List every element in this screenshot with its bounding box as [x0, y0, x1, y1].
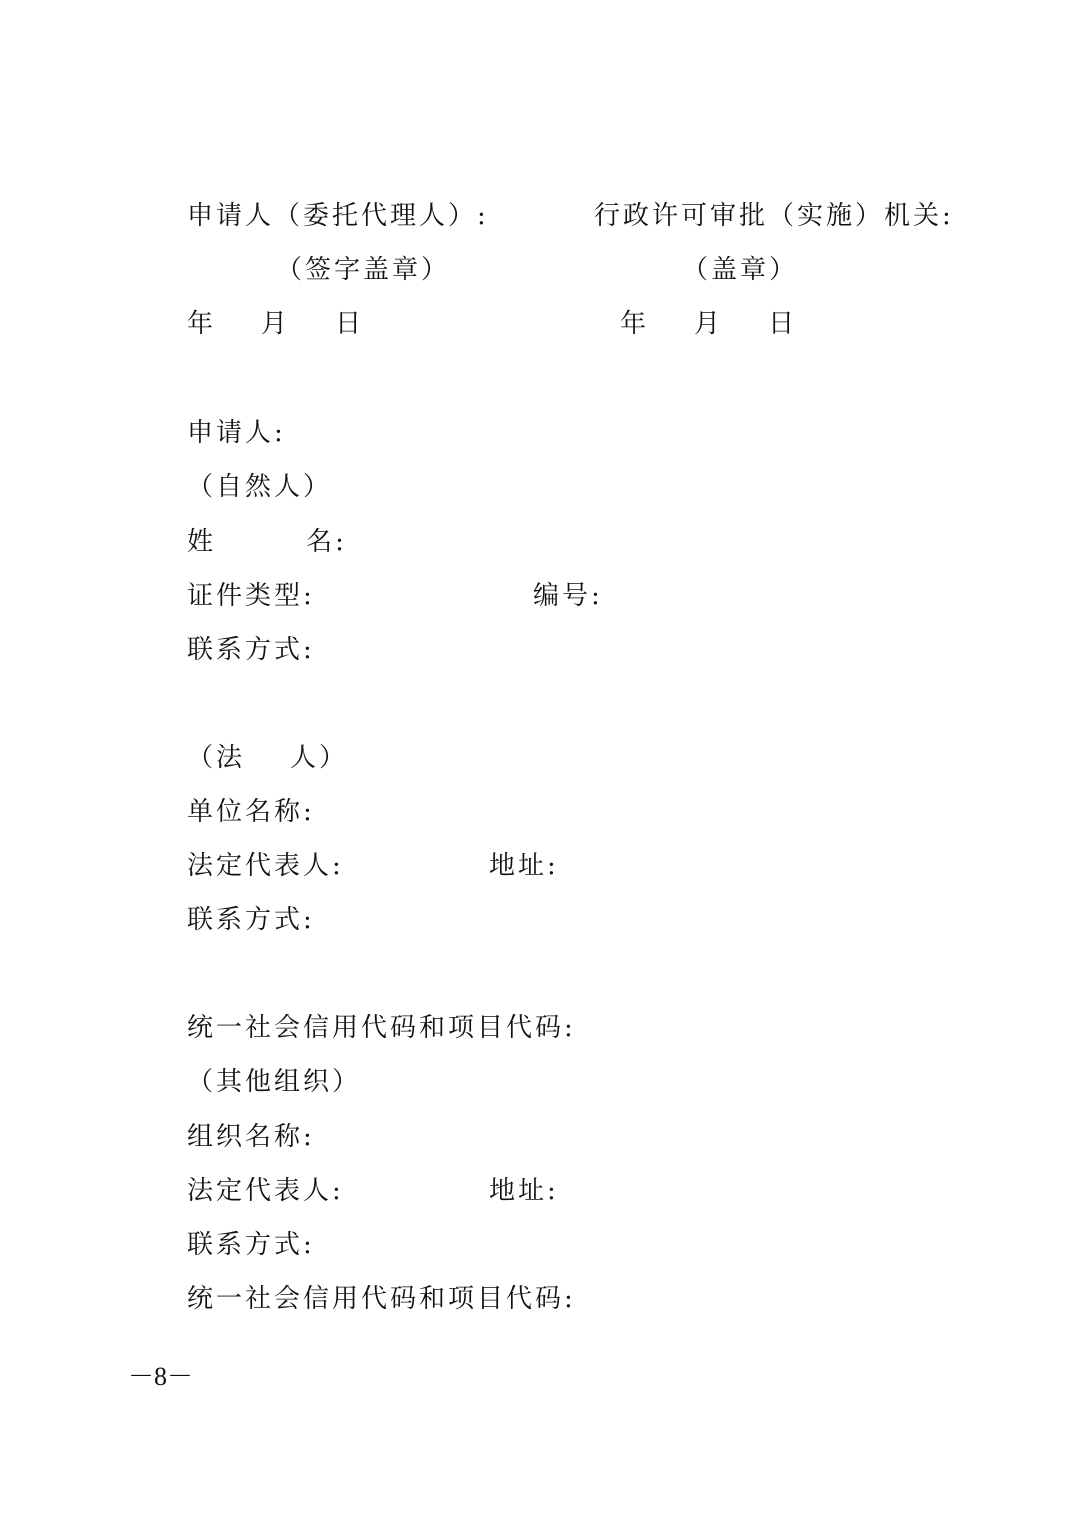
legal-credit-code-field-label: 统一社会信用代码和项目代码: — [187, 1013, 576, 1043]
unit-name-field-label: 单位名称: — [187, 797, 315, 827]
authority-label: 行政许可审批（实施）机关: — [594, 201, 954, 231]
page-number: －8－ — [128, 1362, 194, 1391]
org-contact-field-label: 联系方式: — [187, 1230, 315, 1260]
other-org-heading: （其他组织） — [187, 1067, 362, 1097]
natural-person-heading: （自然人） — [187, 472, 333, 502]
id-number-field-label: 编号: — [533, 581, 603, 611]
applicant-heading: 申请人: — [187, 418, 286, 448]
org-legal-rep-field-label: 法定代表人: — [187, 1176, 344, 1206]
org-credit-code-field-label: 统一社会信用代码和项目代码: — [187, 1284, 576, 1314]
legal-person-heading: （法 人） — [187, 743, 349, 773]
authority-date: 年 月 日 — [620, 309, 798, 339]
natural-contact-field-label: 联系方式: — [187, 635, 315, 665]
applicant-date: 年 月 日 — [187, 309, 365, 339]
legal-address-field-label: 地址: — [489, 851, 559, 881]
org-name-field-label: 组织名称: — [187, 1122, 315, 1152]
org-address-field-label: 地址: — [489, 1176, 559, 1206]
applicant-sign-note: （签字盖章） — [276, 255, 451, 285]
authority-seal-note: （盖章） — [682, 255, 799, 285]
legal-contact-field-label: 联系方式: — [187, 905, 315, 935]
applicant-agent-label: 申请人（委托代理人）: — [187, 201, 489, 231]
id-type-field-label: 证件类型: — [187, 581, 315, 611]
legal-rep-field-label: 法定代表人: — [187, 851, 344, 881]
name-field-label: 姓 名: — [187, 527, 347, 557]
